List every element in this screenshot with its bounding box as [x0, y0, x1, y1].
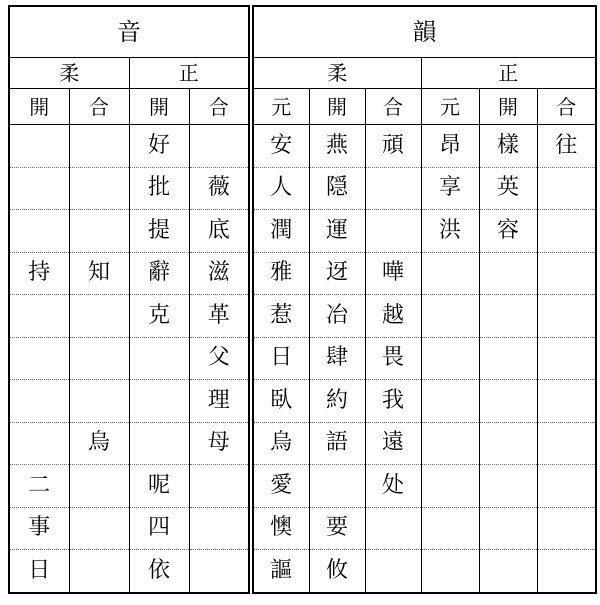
yun-table-cell: [537, 507, 596, 550]
yin-table-cell: [69, 337, 129, 380]
yun-table-cell: [479, 465, 537, 508]
yun-table-cell: 肆: [309, 337, 365, 380]
yin-table-row: [9, 380, 249, 423]
yun-table-cell: [479, 507, 537, 550]
yun-col-header: 合: [537, 89, 596, 125]
yun-table-cell: [537, 252, 596, 295]
yun-table-cell: 要: [309, 507, 365, 550]
yin-table-cell: [9, 125, 69, 168]
yun-table-row: [253, 337, 596, 380]
yun-table-cell: [421, 507, 479, 550]
yin-table-cell: [189, 465, 249, 508]
yun-table-cell: 惹: [253, 295, 309, 338]
yin-table-cell: 依: [129, 550, 189, 593]
yun-col-header: 元: [253, 89, 309, 125]
yun-table-cell: 往: [537, 125, 596, 168]
yun-table-cell: [309, 465, 365, 508]
yun-table-row: [253, 465, 596, 508]
yin-table-cell: 母: [189, 422, 249, 465]
yun-table-cell: 雅: [253, 252, 309, 295]
yin-table-cell: [69, 550, 129, 593]
yin-col-header: 合: [189, 89, 249, 125]
yun-table-row: [253, 507, 596, 550]
yun-table: [252, 5, 597, 594]
yun-table-row: [253, 252, 596, 295]
yun-table-cell: 处: [365, 465, 421, 508]
yun-table-cell: [479, 380, 537, 423]
yun-table-row: [253, 210, 596, 253]
yun-table-cell: 烏: [253, 422, 309, 465]
yun-table-cell: [479, 252, 537, 295]
yin-col-header: 合: [69, 89, 129, 125]
yin-table-cell: [189, 507, 249, 550]
yun-table-cell: 洪: [421, 210, 479, 253]
yin-table-cell: [69, 380, 129, 423]
yin-table-cell: 日: [9, 550, 69, 593]
yun-table-cell: 人: [253, 167, 309, 210]
yun-table-cell: [479, 295, 537, 338]
yun-table-cell: 嘩: [365, 252, 421, 295]
yin-col-header: 開: [129, 89, 189, 125]
yun-table-row: [253, 295, 596, 338]
yin-table-row: [9, 422, 249, 465]
yin-table-row: [9, 465, 249, 508]
yun-table-cell: 樣: [479, 125, 537, 168]
yun-table-cell: 攸: [309, 550, 365, 593]
yin-table-cell: 提: [129, 210, 189, 253]
yin-table-cell: 父: [189, 337, 249, 380]
yin-table-cell: 克: [129, 295, 189, 338]
yin-table-cell: 滋: [189, 252, 249, 295]
yun-group-zheng: 正: [421, 58, 596, 89]
yin-table-cell: 知: [69, 252, 129, 295]
yun-table-cell: 安: [253, 125, 309, 168]
yin-table-cell: [9, 167, 69, 210]
yin-table-cell: 呢: [129, 465, 189, 508]
yin-table-cell: [129, 380, 189, 423]
yin-table-cell: [9, 295, 69, 338]
yin-table-cell: [189, 125, 249, 168]
yin-table-cell: [69, 507, 129, 550]
yun-table-cell: [365, 210, 421, 253]
yin-table-cell: [9, 337, 69, 380]
yin-table-cell: 烏: [69, 422, 129, 465]
yin-table-row: [9, 295, 249, 338]
yun-group-rou: 柔: [253, 58, 421, 89]
yin-table-cell: [9, 422, 69, 465]
yin-table-cell: 辭: [129, 252, 189, 295]
yun-table-cell: 昂: [421, 125, 479, 168]
yun-table-cell: 懊: [253, 507, 309, 550]
yin-table-cell: [129, 337, 189, 380]
yun-table-cell: [537, 465, 596, 508]
yun-table-cell: 運: [309, 210, 365, 253]
yun-table-row: [253, 422, 596, 465]
yun-table-cell: 語: [309, 422, 365, 465]
yun-table-cell: [421, 422, 479, 465]
yun-col-header: 合: [365, 89, 421, 125]
yun-table-cell: 冶: [309, 295, 365, 338]
yin-table-row: [9, 252, 249, 295]
yun-table-cell: [537, 295, 596, 338]
yin-table-cell: [9, 210, 69, 253]
yun-table-cell: 容: [479, 210, 537, 253]
yun-table-cell: 謳: [253, 550, 309, 593]
yun-table-cell: 日: [253, 337, 309, 380]
yun-table-cell: [421, 380, 479, 423]
yun-table-cell: 燕: [309, 125, 365, 168]
yun-table-cell: [537, 337, 596, 380]
yun-col-header: 開: [309, 89, 365, 125]
yin-table-cell: [69, 465, 129, 508]
yun-table-cell: 隠: [309, 167, 365, 210]
yun-table-cell: 愛: [253, 465, 309, 508]
yin-table-row: [9, 210, 249, 253]
yun-col-header: 元: [421, 89, 479, 125]
yin-col-header: 開: [9, 89, 69, 125]
yin-table-cell: [69, 210, 129, 253]
yun-table-row: [253, 125, 596, 168]
yin-table-cell: 事: [9, 507, 69, 550]
yun-table-row: [253, 550, 596, 593]
yun-table-cell: 迓: [309, 252, 365, 295]
yun-table-row: [253, 380, 596, 423]
yin-group-rou: 柔: [9, 58, 129, 89]
yun-table-cell: [537, 422, 596, 465]
yin-table-cell: [189, 550, 249, 593]
yun-table-cell: [479, 550, 537, 593]
yun-table-cell: 遠: [365, 422, 421, 465]
yun-col-header: 開: [479, 89, 537, 125]
yin-table-cell: 底: [189, 210, 249, 253]
yun-table-cell: [421, 465, 479, 508]
yun-table-cell: 享: [421, 167, 479, 210]
yun-table-cell: [421, 550, 479, 593]
yun-table-cell: [421, 295, 479, 338]
yun-table-cell: 頑: [365, 125, 421, 168]
yun-table-cell: 我: [365, 380, 421, 423]
yin-table-cell: [9, 380, 69, 423]
yun-table-cell: 畏: [365, 337, 421, 380]
yin-table-cell: 持: [9, 252, 69, 295]
yin-table-cell: [69, 167, 129, 210]
yin-table: [8, 5, 250, 594]
yun-table-cell: [479, 337, 537, 380]
yin-table-cell: [129, 422, 189, 465]
yun-table-cell: [365, 550, 421, 593]
yun-table-cell: [537, 550, 596, 593]
yin-table-row: [9, 167, 249, 210]
yun-table-row: [253, 167, 596, 210]
yin-table-cell: 二: [9, 465, 69, 508]
yin-table-row: [9, 550, 249, 593]
yin-table-cell: 理: [189, 380, 249, 423]
yun-table-cell: [365, 167, 421, 210]
yin-table-row: [9, 125, 249, 168]
yin-table-cell: 批: [129, 167, 189, 210]
yin-group-zheng: 正: [129, 58, 249, 89]
yun-table-cell: 潤: [253, 210, 309, 253]
yun-table-cell: [537, 167, 596, 210]
yun-table-cell: 英: [479, 167, 537, 210]
yin-table-row: [9, 337, 249, 380]
yun-title: 韻: [253, 6, 596, 58]
yin-table-cell: 薇: [189, 167, 249, 210]
yin-table-cell: 革: [189, 295, 249, 338]
yin-table-cell: 好: [129, 125, 189, 168]
yun-table-cell: 約: [309, 380, 365, 423]
yun-table-cell: [537, 210, 596, 253]
yin-table-row: [9, 507, 249, 550]
yin-table-cell: [69, 295, 129, 338]
yun-table-cell: [421, 337, 479, 380]
yun-table-cell: [365, 507, 421, 550]
yun-table-cell: [421, 252, 479, 295]
yun-table-cell: 臥: [253, 380, 309, 423]
yin-table-cell: 四: [129, 507, 189, 550]
yun-table-cell: [537, 380, 596, 423]
yun-table-cell: 越: [365, 295, 421, 338]
yun-table-cell: [479, 422, 537, 465]
yin-table-cell: [69, 125, 129, 168]
yin-title: 音: [9, 6, 249, 58]
